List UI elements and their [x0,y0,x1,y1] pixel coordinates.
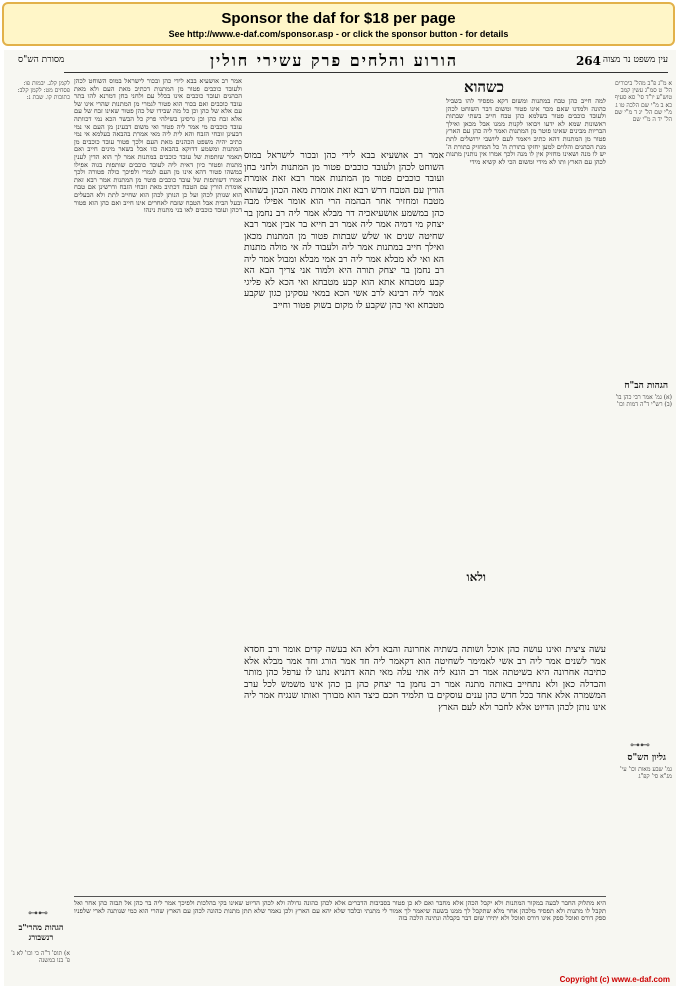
hagahot-text: (א) גמ' אמר רבי כהן בו' (ב) רש"י ד"ה דמות וכו' [615,394,672,409]
commentary-left-text: אמר רב אושעיא בבא לידי כהן ובכור לישראל במוס השוחט לכהן ולעובד כוכבים פטור מן המתנות דכתיב מאת העם ולא מאת הכהנים ועובד כוכבים אינו בכלל עם ולחני בחן דמרנא להו בתר עובד כוכבים ואם בכור הוא פטור לגמרי מן המתנות שהרי אינו של עם אלא של כהן וכן כל מה שבידו של כהן פטור שאינו זבח של עם אלא זבח כהן וכן גרסינן בשילהי פרק כל הבשר הכא נמי דכוותה עובד כוכבים מי אמר ליה פטור ואי משום דבעינן מן העם אי נמי דבעינן זובחי הזבח והא לית ליה מאי אמרת בהבאה בעלמא אי נמי כתיב יהיה משפט הכהנים מאת העם ולכך פטור עובד כוכבים מן המתנות ומשמע דדוקא בהבאה כזו אבל בשאר מינים חייב ואם תאמר שותפות של עובד כוכבים במתנות אמר לך הוא הדין לענין מתנות ופטור כיון דאית ליה לעובד כוכבים שותפות בגוה אפילו במשהו פטור דהא אינו מן העם לגמרי ולפיכך כולה פטורה ולכך אמרו דשותפות של עובד כוכבים פוטר מן המתנות אמר רבא זאת אומרת הורין עם הטבח דכתיב מאת זובחי הזבח ודרשינן אם טבח הוא שנותן לכהן ועל כן הנותן לכהן הוא שחייב לתת ולא הבעלים ובעל הבית אבל הטבח שזבח לאחרים אינו חייב ואם כהן הוא פטור דכהן ועובד כוכבים לאו בני מתנות נינהו [74,78,242,215]
copyright-link[interactable]: Copyright (c) www.e-daf.com [559,975,670,984]
ein-mishpat-column [610,80,672,400]
header-rule [64,72,668,73]
talmud-page [4,50,676,986]
page-header [4,51,676,70]
ornament-right: ⊶⊷ [630,740,650,751]
bottom-left-label: הגהות מהרי"ב רנשבורג [18,922,64,942]
gemara-lower [244,644,606,894]
commentary-right [446,98,606,643]
commentary-left [74,78,242,878]
sponsor-banner-subtitle[interactable]: See http://www.e-daf.com/sponsor.asp - or click the sponsor button - for details [168,29,509,39]
gilyon-text: גמ' שבע מאות וכו' עי' מג"א סי' קפ"ג [620,766,672,781]
page-title: הורוע והלחים פרק עשירי חולין [209,51,459,70]
hagahot-label: הגהות הב"ח [624,381,668,391]
ikar-word: ולאו [466,570,486,584]
bottom-left-text: א) תוס' ד"ה כי וכו' לא ג' פ' בנו במשנה [11,950,70,965]
gemara-lower-text: עשה ציצית ואינו עושה כהן אוכל ושותה בשתיה אחרונה והבא דלא הא בעשה קדים אומר ורב חסדא אמר לשנים אמר ליה רב אשי לאמימר לשחיטה הוא דקאמר ליה חד אמר הורג וחד אמר מבלא אלא כתיבה אחרונה היא בשיטתה אמר רב הונא ליה אתי עלה מאי תהא דתניא נתנו לו ערפל כהן מותר והבדלה כאן ולא נתחייב באותה מתנה אמר רב נחמן בר יצחק כהן בן כהן אינו משמש לכל ערב המשמרה אלא אחד בכל חדש כהן ענים עוסקים בו תלמיד חכם כיצד הוא מבורך ואותו שנגיח אמר ליה אינו נותן לכהן הדיוט אלא לחבר ולא לעם הארץ [244,644,606,713]
hagahot-column [610,394,672,454]
bottom-left-column [8,950,70,984]
sponsor-banner-title[interactable]: Sponsor the daf for $18 per page [221,10,456,27]
gilyon-label: גליון הש"ס [627,753,666,763]
mesoret-text: לקמן קלג. יבמות פו: פסחים מט: לקמן קלב: כתובות קו. שבת נ: [17,80,70,102]
gemara-main-text: אמר רב אושעיא בבא לידי כהן ובכור לישראל במוס השוחט לכהן ולעובד כוכבים פטור מן המתנות ולחני בחן ועובד כוכבים פטור מן המתנות אמר רבא זאת אומרת הורין עם הטבח דרש רבא זאת אומרת מאה הכהן בשהוא מטבח ומחזיר אחר הבהמה הרי הוא אומר אפילו מבה כהן במשמע אושעיאכיה דר מבלא אמר ליה רב נחמן בר יצחק מי דמיה אמר ליה אמר רב חייא בר אבין אמר רבא שחיטה שנים או שלש שבתות פטור מן המתנות מכאן ואילך חייב במתנות אמר ליה ולעבוד לה אי מולה מתנות הא ואי לא מבלא אמר ליה רב אמי מבלא ומבול אמר ליה רב נחמן בר יצחק תורה היא ולמוד אני צריך הבא הא קבע מטבחא אתא הוא קבע מטבחא ואי הכא לא פליגי אמר ליה רבינא לרב אשי הכא במאי עסקינן כגון שקבע מטבחא ואי כהן שקבע לו מקום בשוק פטור וחייב [244,150,444,311]
ein-mishpat-label: עין משפט נר מצוה [602,55,668,65]
commentary-bottom-text: היא מתלוק החבר לבעה במקור המתנות ולא יקבל הכהן אלא מחבר ואם לא כן פטור בסביבות הדברים אלא לכהן כהונה גדולה ולא לכהן הדיוט שאינו בקי בהלכות ולפיכך אמר ליה בר כהן אל תבזה כהן אחר ואל תקבל לו מתנות ולא תפסיד מלכהן אחר מלא שתקבל לך ממנו בשעה שיאמר לך אמור לי מתנתי ובלבד שלא יהא עם הארץ ולכן נאמר שלא תתן מתנות כהונה לכהן עם הארץ שהרי הוא כמי שנותנה לארי שלפניו ספק דורס ואוכל ספק אינו דורס ואוכל ולא יתירו שום דבר בקבלה ונתינה הלכה בזה [74,900,606,923]
gilyon-column [610,766,672,846]
ornament-left: ⊶⊷ [28,908,48,919]
page-number: 264 [575,54,601,68]
mesoret-hashas-label: מסורת הש"ס [18,55,65,65]
ein-mishpat-text: א מ"ג פ"ב מהל' ביכורים הל' ט סמ"ג עשין קמב טוש"ע יו"ד סי' סא סעיף כא ב מ"י שם הלכה טו ג מ"י שם הל' יג ד מ"י שם הל' יד ה מ"י שם [614,80,672,124]
commentary-right-text: למה חייב כהן טבח במתנות ומשום דקא מפסיד להו בשביל כהונה ולמדנו שאם מכר אינו פטור ומשום דבר השוחט לכהן ולעובד כוכבים פטור בשלמא כהן טבח חייב בשתי שבתות ראשונות שמא לא ידעו ויבואו לקנות ממנו אבל מכאן ואילך הבריות מבינים שאינו פוטר מן המתנות ואמר ליה כהן עם הארץ פטור מן המתנות דהא כתיב ויאמר לעם ליושבי ירושלים לתת מנת הכהנים והלוים למען יחזקו בתורת ה' כל המחזיק בתורת ה' יש לו מנה ושאינו מחזיק אין לו מנה ולכך אמרו אין נותנין מתנות לכהן עם הארץ ותו לא מידי ומשום הכי לא קשיא מידי [446,98,606,166]
mesoret-column [8,80,70,900]
gemara-main [244,150,444,640]
bottom-separator [74,896,606,897]
sponsor-banner[interactable] [2,2,675,46]
opening-word: כשהוא [463,78,504,96]
commentary-bottom [74,900,606,972]
